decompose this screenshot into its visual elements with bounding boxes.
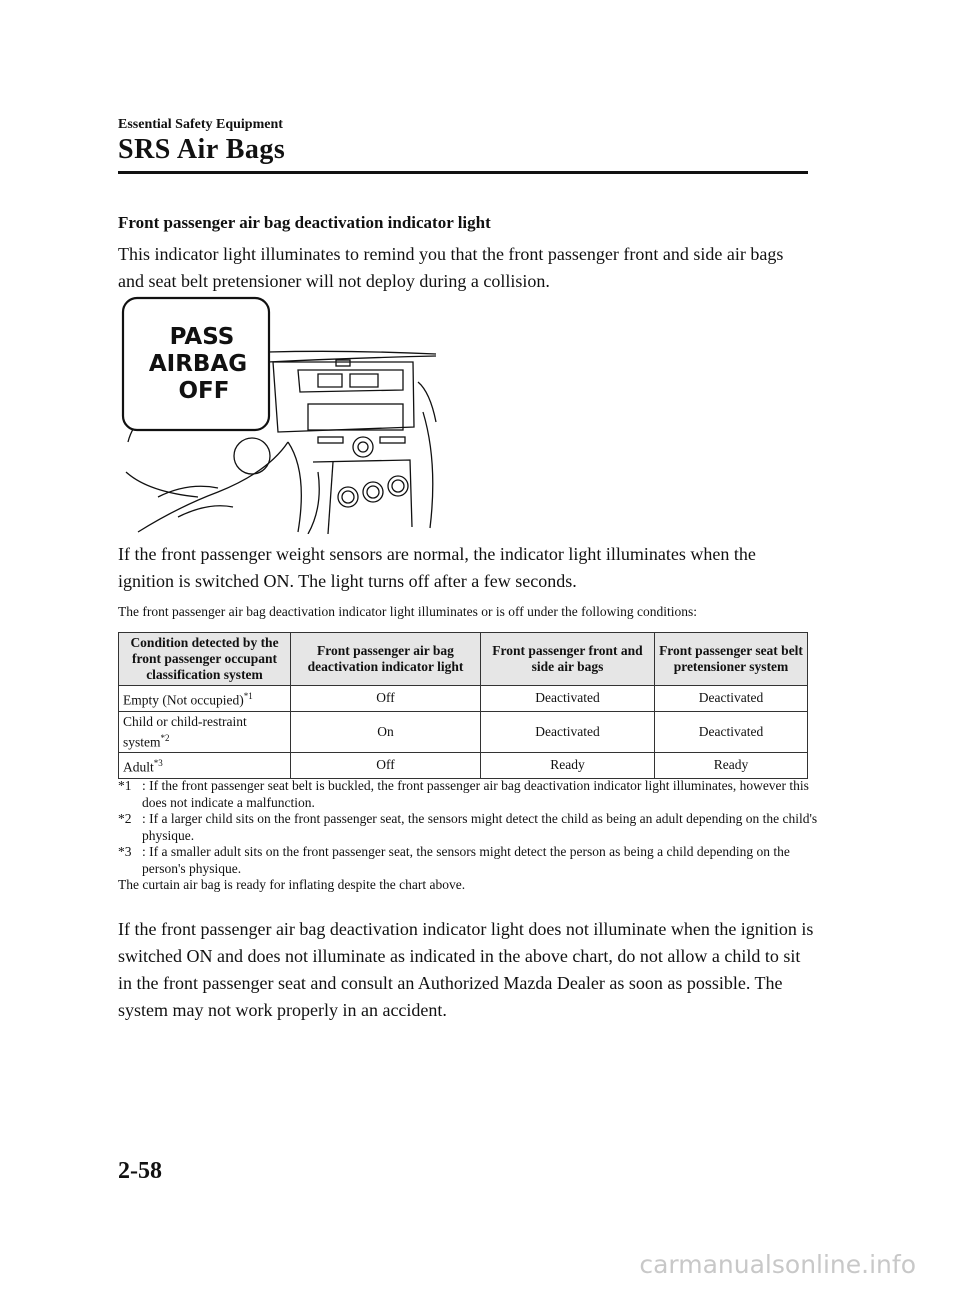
footnote-mark: *2	[118, 811, 132, 826]
intro-paragraph: This indicator light illuminates to remind you that the front passenger front and side air bags and seat belt pretensioner will not deploy during a collision.	[118, 244, 784, 291]
column-header: Condition detected by the front passenger occupant classification system	[119, 633, 291, 686]
conditions-intro: The front passenger air bag deactivation indicator light illuminates or is off under the following conditions:	[118, 604, 697, 619]
indicator-line-2: AIRBAG	[148, 351, 248, 377]
footnote-mark: *3	[153, 758, 163, 768]
column-header: Front passenger seat belt pretensioner system	[655, 633, 808, 686]
page-number: 2-58	[118, 1158, 162, 1184]
subsection-heading: Front passenger air bag deactivation indicator light	[118, 213, 491, 232]
footnote-text: : If a smaller adult sits on the front passenger seat, the sensors might detect the person as being a child depending on the person's physique.	[142, 844, 790, 876]
footnote-mark: *1	[118, 778, 132, 793]
footnote-mark: *1	[243, 691, 253, 701]
footnote-mark: *2	[160, 732, 170, 743]
table-row	[119, 711, 808, 753]
column-header: Front passenger air bag deactivation indicator light	[291, 633, 481, 686]
footnotes	[118, 778, 818, 894]
airbags-cell: Deactivated	[481, 711, 655, 753]
condition-cell	[119, 711, 291, 753]
condition-cell	[119, 686, 291, 712]
footnote	[118, 844, 818, 877]
condition-label: Child or child-restraint system	[123, 713, 247, 749]
indicator-line-1: PASS	[169, 324, 235, 350]
curtain-airbag-note: The curtain air bag is ready for inflating despite the chart above.	[118, 877, 466, 892]
footnote-text: : If a larger child sits on the front passenger seat, the sensors might detect the child as being an adult depending on the child's physique.	[142, 811, 818, 843]
dashboard-indicator-illustration	[118, 292, 440, 534]
watermark[interactable]: carmanualsonline.info	[639, 1250, 916, 1279]
airbags-cell: Ready	[481, 753, 655, 779]
title-divider	[118, 171, 808, 174]
footnote	[118, 778, 818, 811]
condition-label: Empty (Not occupied)	[123, 692, 244, 708]
airbags-cell: Deactivated	[481, 686, 655, 712]
table-row	[119, 753, 808, 779]
footnote-text: : If the front passenger seat belt is buckled, the front passenger air bag deactivation indicator light illuminates, however this does not indicate a malfunction.	[142, 778, 809, 810]
light-cell: Off	[291, 753, 481, 779]
conditions-table	[118, 632, 808, 779]
condition-label: Adult	[123, 759, 154, 775]
condition-cell	[119, 753, 291, 779]
warning-paragraph: If the front passenger air bag deactivation indicator light does not illuminate when the ignition is switched ON and does not illuminate as indicated in the above chart, do not allow a child to sit in the front passenger seat and consult an Authorized Mazda Dealer as soon as possible. The system may not work properly in an accident.	[118, 919, 814, 1020]
footnote-mark: *3	[118, 844, 132, 859]
pretensioner-cell: Deactivated	[655, 711, 808, 753]
indicator-line-3: OFF	[178, 378, 230, 404]
page-title: SRS Air Bags	[118, 134, 286, 165]
normal-operation-paragraph: If the front passenger weight sensors are normal, the indicator light illuminates when the ignition is switched ON. The light turns off after a few seconds.	[118, 544, 756, 591]
pretensioner-cell: Ready	[655, 753, 808, 779]
footnote	[118, 811, 818, 844]
table-header-row	[119, 633, 808, 686]
section-label: Essential Safety Equipment	[118, 117, 283, 132]
light-cell: Off	[291, 686, 481, 712]
pretensioner-cell: Deactivated	[655, 686, 808, 712]
table-row	[119, 686, 808, 712]
light-cell: On	[291, 711, 481, 753]
column-header: Front passenger front and side air bags	[481, 633, 655, 686]
